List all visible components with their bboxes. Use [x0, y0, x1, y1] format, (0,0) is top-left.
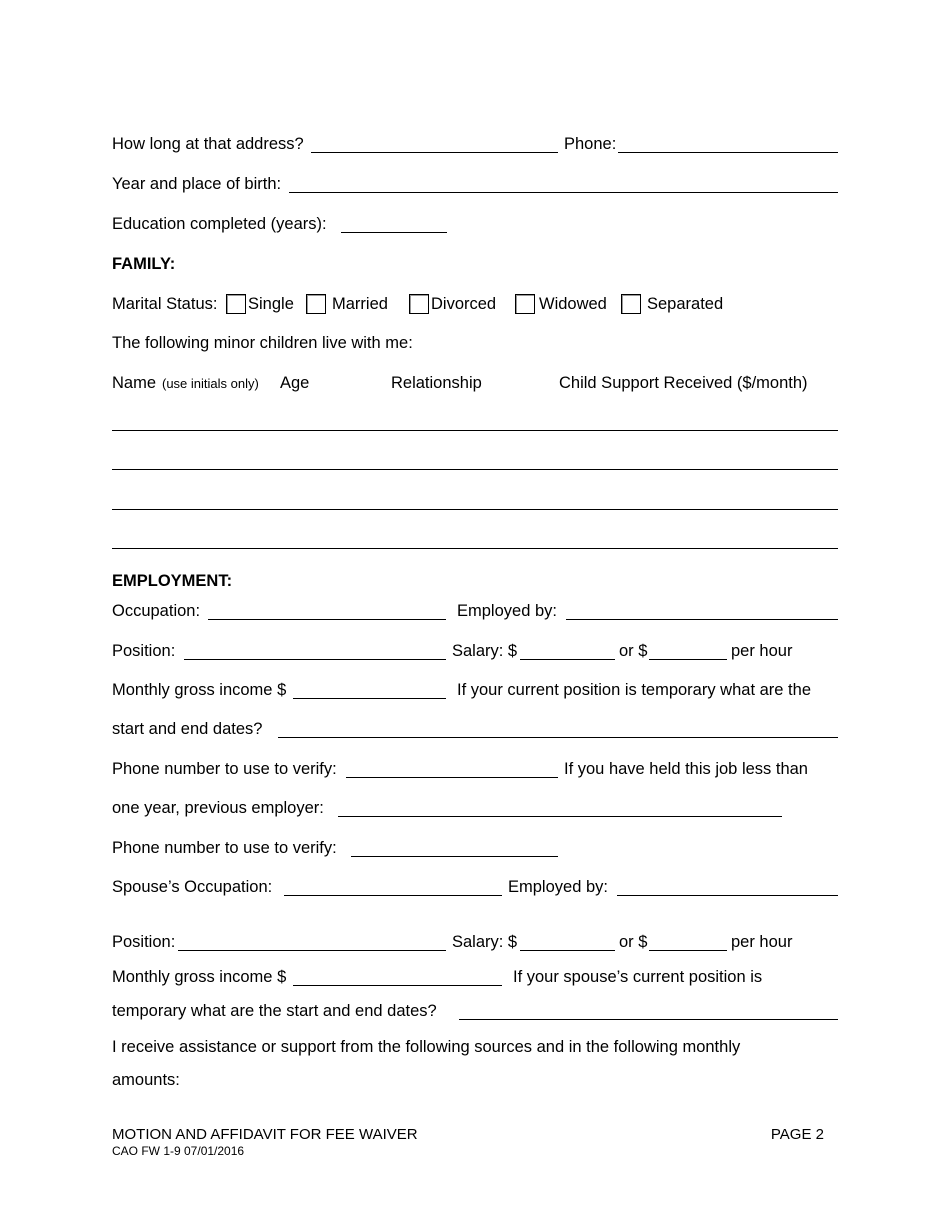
hourly-field[interactable]: [649, 659, 727, 660]
spouse-monthly-income-row: [112, 966, 838, 988]
previous-employer-field[interactable]: [338, 816, 782, 817]
spouse-per-hour-label: per hour: [731, 933, 793, 951]
children-intro: The following minor children live with me:: [112, 334, 413, 352]
option-single-label: Single: [248, 295, 294, 313]
child-line-3[interactable]: [112, 509, 838, 510]
phone-label: Phone:: [564, 135, 617, 153]
child-line-2[interactable]: [112, 469, 838, 470]
spouse-occupation-field[interactable]: [284, 895, 502, 896]
phone-field[interactable]: [618, 152, 838, 153]
col-name: Name: [112, 374, 157, 392]
employed-by-label: Employed by:: [457, 602, 557, 620]
spouse-monthly-income-field[interactable]: [293, 985, 502, 986]
footer-page: PAGE 2: [770, 1126, 824, 1143]
children-intro-row: [112, 332, 838, 354]
salary-label: Salary: $: [452, 642, 518, 660]
checkbox-married[interactable]: [306, 294, 326, 314]
monthly-income-row: [112, 679, 838, 701]
checkbox-separated[interactable]: [621, 294, 641, 314]
spouse-or-label: or $: [619, 933, 648, 951]
family-heading-row: [112, 253, 838, 275]
spouse-position-field[interactable]: [178, 950, 446, 951]
checkbox-divorced[interactable]: [409, 294, 429, 314]
how-long-label: How long at that address?: [112, 135, 304, 153]
marital-status-row: [112, 293, 838, 315]
position-field[interactable]: [184, 659, 446, 660]
spouse-hourly-field[interactable]: [649, 950, 727, 951]
col-age: Age: [280, 374, 310, 392]
position-label: Position:: [112, 642, 176, 660]
birth-row: [112, 173, 838, 195]
how-long-field[interactable]: [311, 152, 558, 153]
footer-title: MOTION AND AFFIDAVIT FOR FEE WAIVER: [112, 1126, 418, 1143]
children-columns-row: [112, 372, 838, 394]
col-name-note: (use initials only): [162, 376, 259, 391]
education-row: [112, 213, 838, 235]
checkbox-single[interactable]: [226, 294, 246, 314]
spouse-occupation-row: [112, 876, 838, 898]
verify-phone-field-2[interactable]: [351, 856, 558, 857]
option-married-label: Married: [332, 295, 388, 313]
occupation-row: [112, 600, 838, 622]
spouse-salary-field[interactable]: [520, 950, 615, 951]
family-heading: FAMILY:: [112, 255, 176, 273]
assistance-line-2: amounts:: [112, 1071, 180, 1089]
verify-phone-label: Phone number to use to verify:: [112, 760, 337, 778]
option-widowed-label: Widowed: [539, 295, 607, 313]
option-separated-label: Separated: [647, 295, 724, 313]
start-end-label: start and end dates?: [112, 720, 263, 738]
start-end-row: [112, 718, 838, 740]
col-relationship: Relationship: [391, 374, 482, 392]
option-divorced-label: Divorced: [431, 295, 497, 313]
education-field[interactable]: [341, 232, 447, 233]
spouse-salary-label: Salary: $: [452, 933, 518, 951]
verify-phone-row: [112, 758, 838, 780]
position-row: [112, 640, 838, 662]
verify-phone-field[interactable]: [346, 777, 558, 778]
monthly-income-field[interactable]: [293, 698, 446, 699]
salary-field[interactable]: [520, 659, 615, 660]
spouse-temp-question: If your spouse’s current position is: [513, 968, 763, 986]
col-child-support: Child Support Received ($/month): [559, 374, 808, 392]
occupation-label: Occupation:: [112, 602, 201, 620]
marital-status-label: Marital Status:: [112, 295, 218, 313]
per-hour-label: per hour: [731, 642, 793, 660]
spouse-start-end-label: temporary what are the start and end dates?: [112, 1002, 437, 1020]
previous-employer-label: one year, previous employer:: [112, 799, 324, 817]
spouse-start-end-row: [112, 1000, 838, 1022]
spouse-position-label: Position:: [112, 933, 176, 951]
previous-employer-row: [112, 797, 838, 819]
assistance-line-1: I receive assistance or support from the following sources and in the following monthly: [112, 1038, 741, 1056]
assistance-row-1: [112, 1036, 838, 1058]
or-label: or $: [619, 642, 648, 660]
spouse-employed-by-label: Employed by:: [508, 878, 608, 896]
less-than-year: If you have held this job less than: [564, 760, 808, 778]
verify-phone-label-2: Phone number to use to verify:: [112, 839, 337, 857]
start-end-field[interactable]: [278, 737, 838, 738]
address-row: [112, 133, 838, 155]
footer-form-id: CAO FW 1-9 07/01/2016: [112, 1144, 245, 1158]
spouse-position-row: [112, 931, 838, 953]
employment-heading-row: [112, 570, 838, 592]
assistance-row-2: [112, 1069, 838, 1091]
spouse-start-end-field[interactable]: [459, 1019, 838, 1020]
child-line-4[interactable]: [112, 548, 838, 549]
birth-label: Year and place of birth:: [112, 175, 282, 193]
occupation-field[interactable]: [208, 619, 446, 620]
spouse-employed-by-field[interactable]: [617, 895, 838, 896]
temp-question: If your current position is temporary what are the: [457, 681, 811, 699]
employment-heading: EMPLOYMENT:: [112, 572, 233, 590]
verify-phone-row-2: [112, 837, 838, 859]
employed-by-field[interactable]: [566, 619, 838, 620]
education-label: Education completed (years):: [112, 215, 327, 233]
spouse-monthly-income-label: Monthly gross income $: [112, 968, 287, 986]
checkbox-widowed[interactable]: [515, 294, 535, 314]
spouse-occupation-label: Spouse’s Occupation:: [112, 878, 273, 896]
monthly-income-label: Monthly gross income $: [112, 681, 287, 699]
birth-field[interactable]: [289, 192, 838, 193]
child-line-1[interactable]: [112, 430, 838, 431]
